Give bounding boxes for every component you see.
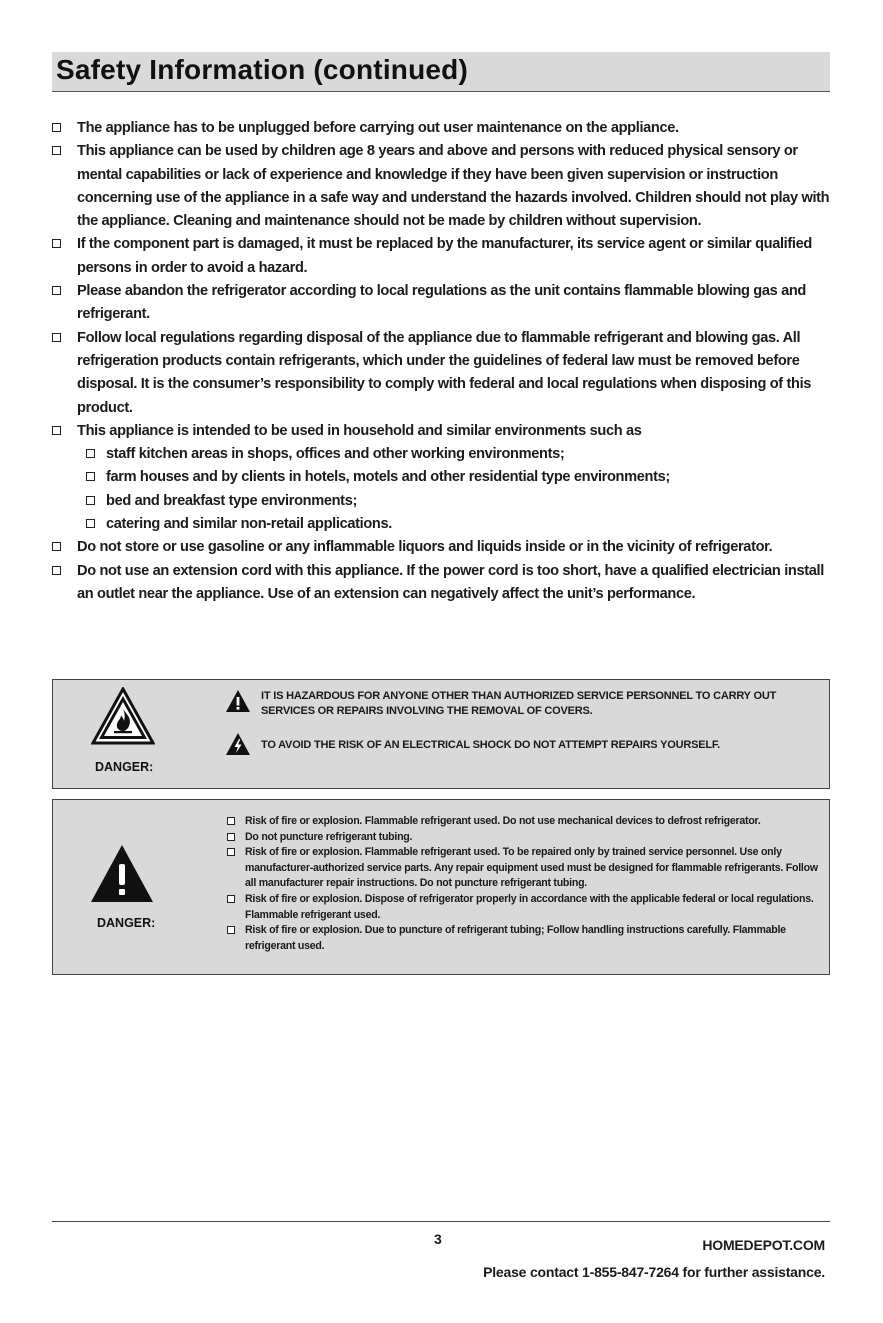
safety-item: This appliance can be used by children age 8 years and above and persons with reduced physical sensory or mental capabilities or lack of experience and knowledge if they have been given supervision or instruction concerning use of the appliance in a safe way and understand the hazards involved. Children should not play with the appliance. Cleaning and maintenance should not be made by children without supervision.: [50, 140, 840, 233]
safety-item: The appliance has to be unplugged before carrying out user maintenance on the appliance.: [50, 117, 840, 140]
page-number: 3: [434, 1231, 442, 1247]
checkbox-bullet-icon: [52, 239, 61, 248]
checkbox-bullet-icon: [52, 123, 61, 132]
page-title: Safety Information (continued): [56, 54, 468, 85]
exclamation-warning-icon: [225, 689, 251, 713]
checkbox-bullet-icon: [86, 519, 95, 528]
refrigerant-warning-item: Risk of fire or explosion. Due to puncture of refrigerant tubing; Follow handling instructions carefully. Flammable refrigerant used.: [223, 923, 823, 954]
refrigerant-warning-item: Risk of fire or explosion. Dispose of refrigerator properly in accordance with the applicable federal or local regulations. Flammable refrigerant used.: [223, 892, 823, 923]
checkbox-bullet-icon: [227, 848, 235, 856]
refrigerant-warning-item: Risk of fire or explosion. Flammable refrigerant used. To be repaired only by trained service personnel. Use only manufacturer-authorized service parts. Any repair equipment used must be designed for flammable refrigerants. Follow all manufacturer repair instructions. Do not puncture refrigerant tubing.: [223, 845, 823, 892]
environment-item: staff kitchen areas in shops, offices and other working environments;: [86, 443, 840, 466]
danger-panel-refrigerant: [52, 799, 830, 975]
safety-item: This appliance is intended to be used in household and similar environments such as staff kitchen areas in shops, offices and other working environments; farm houses and by clients in hotels, motels and other residential type environments; bed and breakfast type environments; catering and similar non-retail applications.: [50, 420, 840, 536]
environment-item: catering and similar non-retail applications.: [86, 513, 840, 536]
safety-list: [50, 117, 840, 606]
checkbox-bullet-icon: [86, 472, 95, 481]
service-warning-text: IT IS HAZARDOUS FOR ANYONE OTHER THAN AUTHORIZED SERVICE PERSONNEL TO CARRY OUT SERVICES OR REPAIRS INVOLVING THE REMOVAL OF COVERS.: [261, 690, 777, 717]
website-link[interactable]: HOMEDEPOT.COM: [702, 1237, 825, 1253]
checkbox-bullet-icon: [52, 286, 61, 295]
environment-item: farm houses and by clients in hotels, motels and other residential type environments;: [86, 466, 840, 489]
safety-item: Please abandon the refrigerator according to local regulations as the unit contains flammable blowing gas and refrigerant.: [50, 280, 840, 327]
footer-divider: [52, 1221, 830, 1222]
flammable-warning-icon: [91, 687, 155, 745]
checkbox-bullet-icon: [86, 496, 95, 505]
electric-shock-warning-icon: [225, 732, 251, 756]
service-warning: [225, 689, 781, 719]
contact-info: Please contact 1-855-847-7264 for further assistance.: [483, 1264, 825, 1280]
safety-item: If the component part is damaged, it must be replaced by the manufacturer, its service agent or similar qualified persons in order to avoid a hazard.: [50, 233, 840, 280]
refrigerant-warning-item: Do not puncture refrigerant tubing.: [223, 830, 823, 846]
danger-panel-service: [52, 679, 830, 789]
shock-warning-text: TO AVOID THE RISK OF AN ELECTRICAL SHOCK DO NOT ATTEMPT REPAIRS YOURSELF.: [261, 739, 721, 751]
environment-sublist: [77, 443, 840, 536]
checkbox-bullet-icon: [227, 817, 235, 825]
safety-item: Do not use an extension cord with this appliance. If the power cord is too short, have a qualified electrician install an outlet near the appliance. Use of an extension can negatively affect the unit’s performance.: [50, 560, 840, 607]
checkbox-bullet-icon: [52, 566, 61, 575]
exclamation-warning-icon: [90, 844, 154, 904]
refrigerant-warning-item: Risk of fire or explosion. Flammable refrigerant used. Do not use mechanical devices to defrost refrigerator.: [223, 814, 823, 830]
section-header: [52, 52, 830, 92]
shock-warning: [225, 732, 781, 756]
danger-label: DANGER:: [97, 916, 156, 930]
safety-item: Do not store or use gasoline or any inflammable liquors and liquids inside or in the vicinity of refrigerator.: [50, 536, 840, 559]
safety-item: Follow local regulations regarding disposal of the appliance due to flammable refrigerant and blowing gas. All refrigeration products contain refrigerants, which under the guidelines of federal law must be removed before disposal. It is the consumer’s responsibility to comply with federal and local regulations when disposing of this product.: [50, 327, 840, 420]
checkbox-bullet-icon: [52, 333, 61, 342]
danger-label: DANGER:: [95, 760, 154, 774]
environment-item: bed and breakfast type environments;: [86, 490, 840, 513]
checkbox-bullet-icon: [227, 926, 235, 934]
checkbox-bullet-icon: [227, 895, 235, 903]
checkbox-bullet-icon: [86, 449, 95, 458]
refrigerant-warning-list: [223, 814, 823, 954]
checkbox-bullet-icon: [52, 146, 61, 155]
checkbox-bullet-icon: [227, 833, 235, 841]
checkbox-bullet-icon: [52, 426, 61, 435]
checkbox-bullet-icon: [52, 542, 61, 551]
